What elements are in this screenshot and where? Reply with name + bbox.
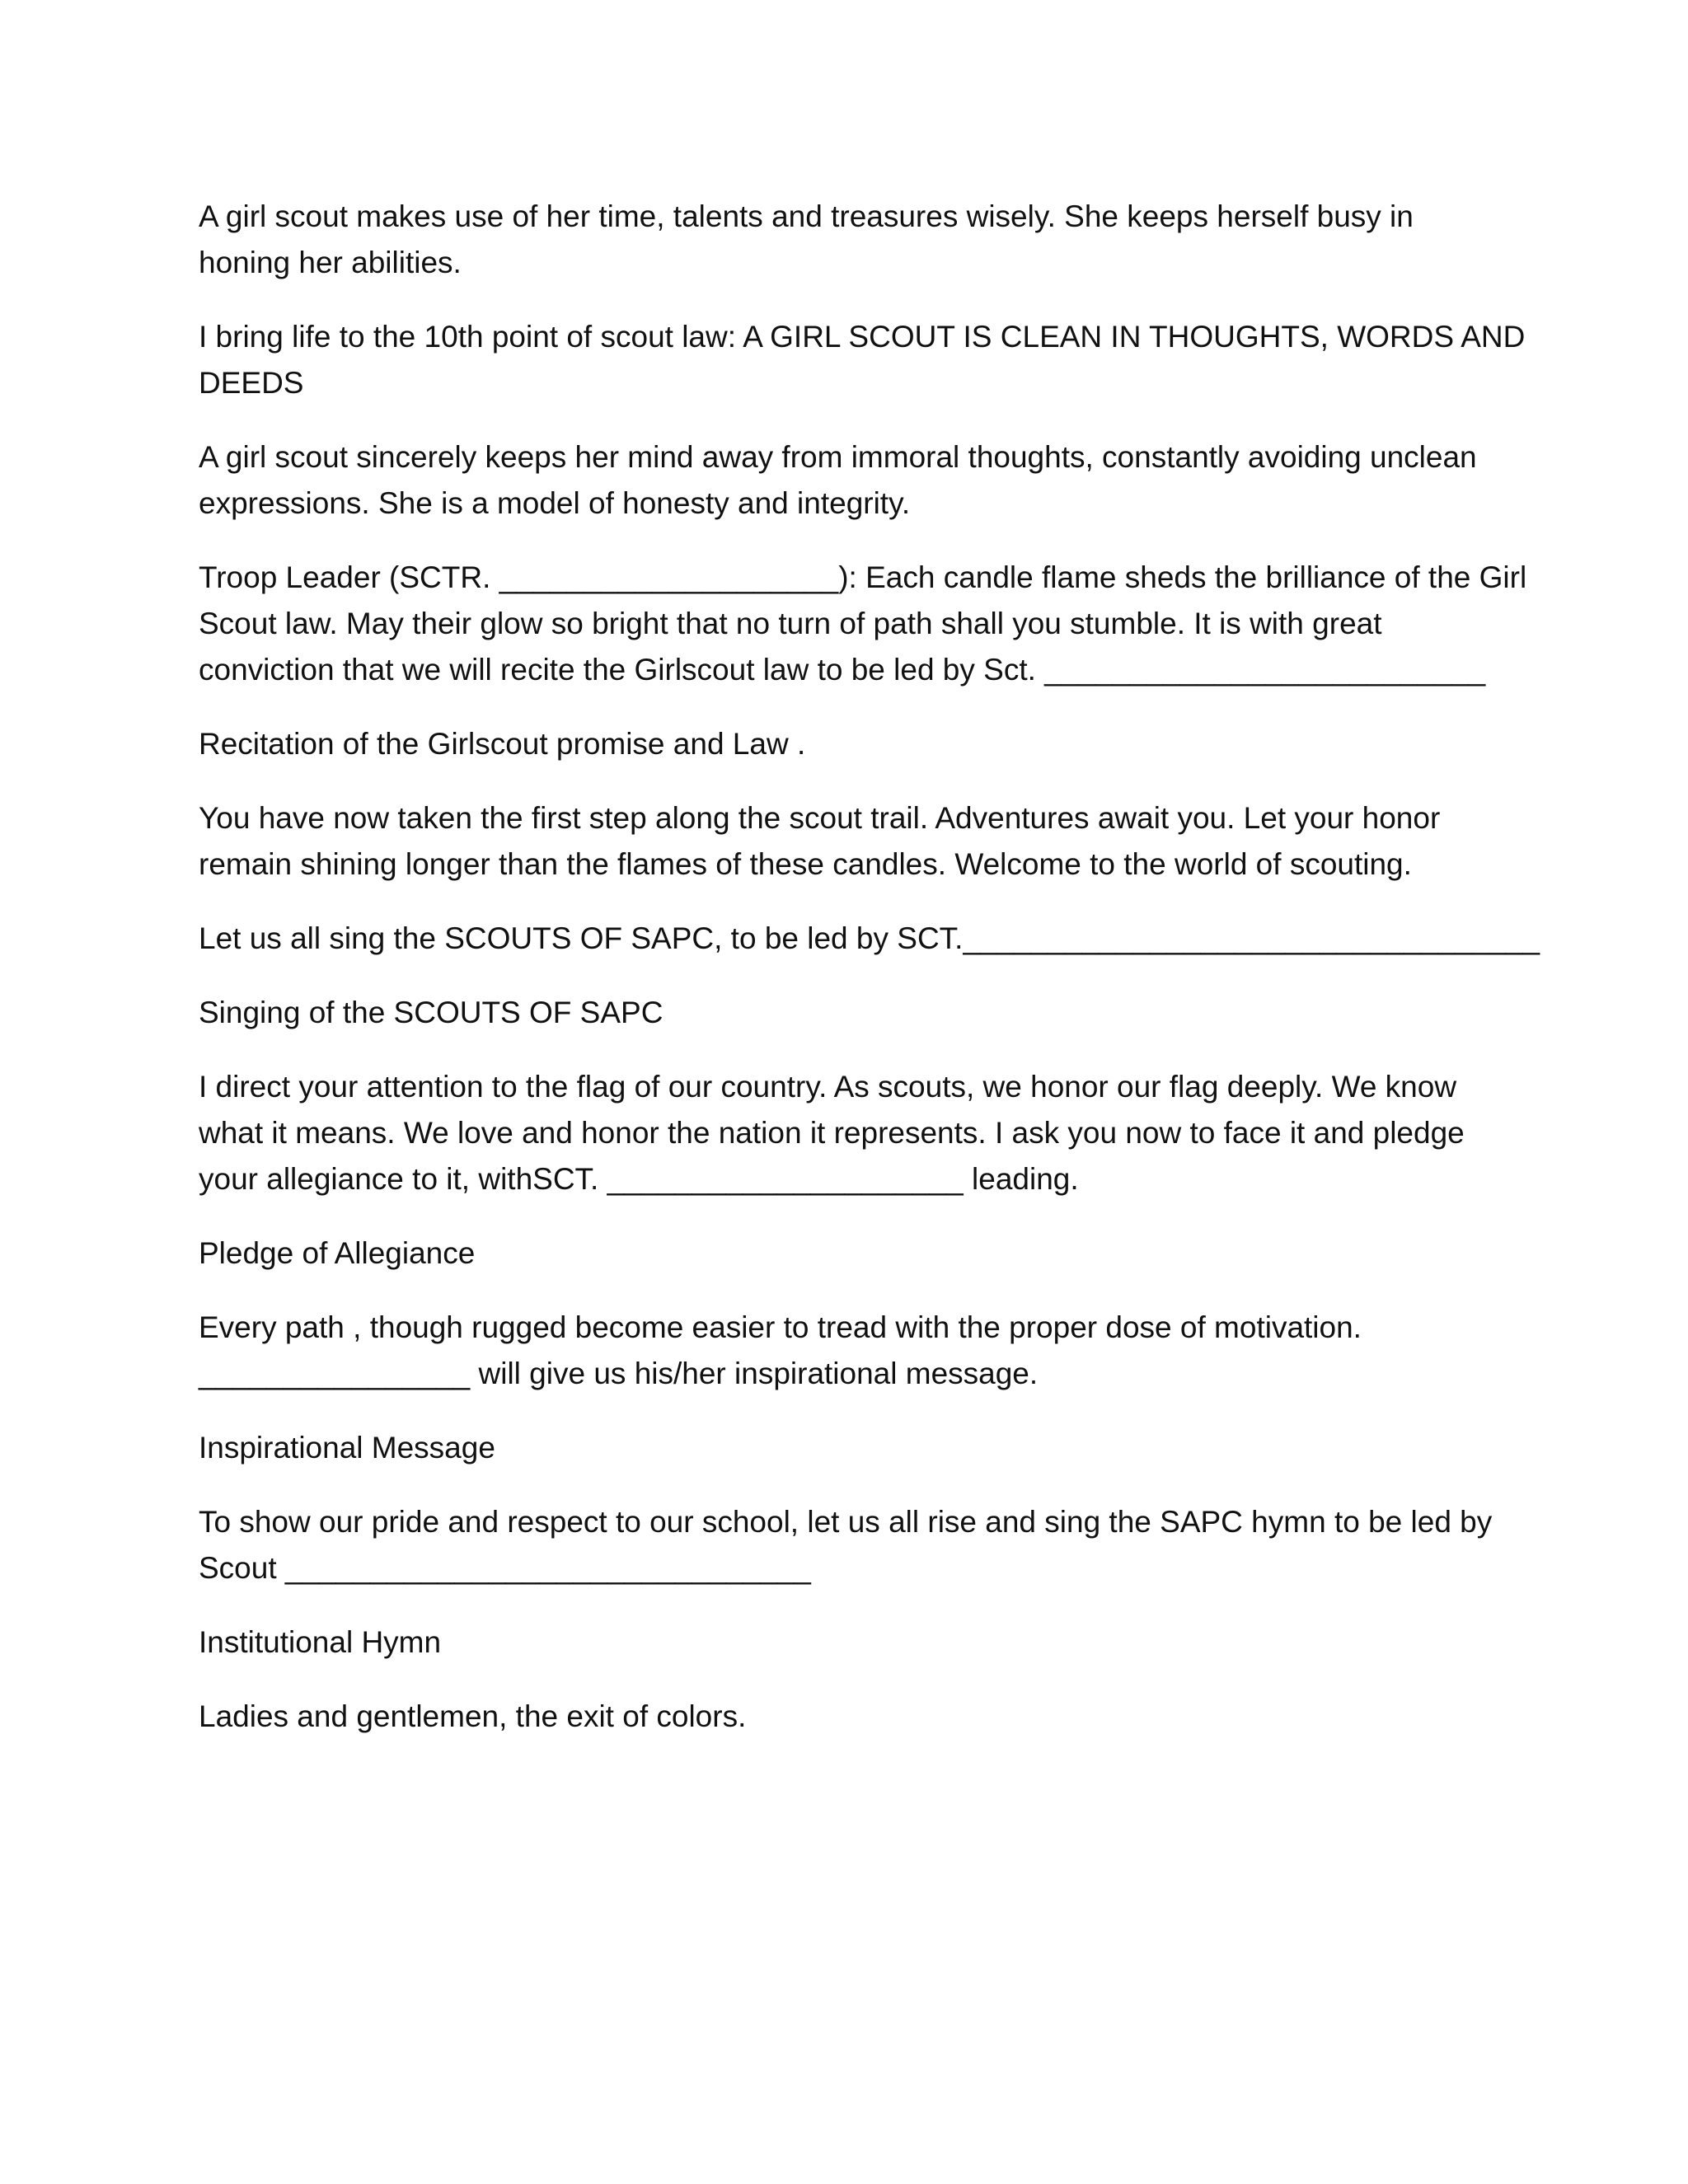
text-line: Pledge of Allegiance xyxy=(199,1236,476,1270)
paragraph-time-talents xyxy=(199,194,1517,286)
paragraph-inspirational xyxy=(199,1425,1517,1471)
text-line: Let us all sing the SCOUTS OF SAPC, to be led by SCT.__________________________________ xyxy=(199,921,1540,955)
text-line: remain shining longer than the flames of these candles. Welcome to the world of scouting. xyxy=(199,847,1412,881)
text-line: Scout _______________________________ xyxy=(199,1551,811,1585)
text-line: Inspirational Message xyxy=(199,1431,495,1465)
text-line: I bring life to the 10th point of scout law: A GIRL SCOUT IS CLEAN IN THOUGHTS, WORDS AND xyxy=(199,320,1526,354)
paragraph-first-step xyxy=(199,795,1517,888)
paragraph-sing-scouts xyxy=(199,916,1540,962)
text-line: ________________ will give us his/her inspirational message. xyxy=(199,1357,1039,1390)
paragraph-exit-colors xyxy=(199,1694,1517,1740)
paragraph-singing xyxy=(199,990,1517,1036)
text-line: honing her abilities. xyxy=(199,246,462,279)
paragraph-recitation xyxy=(199,721,1517,767)
text-line: Ladies and gentlemen, the exit of colors. xyxy=(199,1699,747,1733)
text-line: DEEDS xyxy=(199,366,304,400)
paragraph-motivation xyxy=(199,1305,1517,1397)
text-line: Institutional Hymn xyxy=(199,1625,442,1659)
text-line: A girl scout makes use of her time, talents and treasures wisely. She keeps herself busy in xyxy=(199,199,1414,233)
text-line: Troop Leader (SCTR. ____________________): Each candle flame sheds the brilliance of the Girl xyxy=(199,560,1527,594)
paragraph-immoral-thoughts xyxy=(199,434,1517,527)
text-line: Every path , though rugged become easier to tread with the proper dose of motivation. xyxy=(199,1310,1362,1344)
text-line: expressions. She is a model of honesty and integrity. xyxy=(199,486,911,520)
text-line: conviction that we will recite the Girlscout law to be led by Sct. __________________________ xyxy=(199,653,1486,687)
paragraph-flag xyxy=(199,1064,1517,1202)
text-line: Recitation of the Girlscout promise and Law . xyxy=(199,727,806,761)
text-line: I direct your attention to the flag of our country. As scouts, we honor our flag deeply. We know xyxy=(199,1070,1457,1104)
paragraph-school-hymn xyxy=(199,1499,1517,1591)
text-line: You have now taken the first step along the scout trail. Adventures await you. Let your honor xyxy=(199,801,1441,835)
paragraph-institutional-hymn xyxy=(199,1619,1517,1666)
text-line: what it means. We love and honor the nation it represents. I ask you now to face it and pledge xyxy=(199,1116,1465,1150)
text-line: Scout law. May their glow so bright that no turn of path shall you stumble. It is with great xyxy=(199,607,1382,640)
text-line: To show our pride and respect to our school, let us all rise and sing the SAPC hymn to be led by xyxy=(199,1505,1493,1539)
paragraph-tenth-point xyxy=(199,314,1526,406)
text-line: your allegiance to it, withSCT. _____________________ leading. xyxy=(199,1162,1079,1196)
document-body xyxy=(199,194,1540,1768)
text-line: Singing of the SCOUTS OF SAPC xyxy=(199,996,663,1029)
text-line: A girl scout sincerely keeps her mind away from immoral thoughts, constantly avoiding unclean xyxy=(199,440,1477,474)
paragraph-pledge xyxy=(199,1230,1517,1277)
paragraph-troop-leader xyxy=(199,555,1527,693)
